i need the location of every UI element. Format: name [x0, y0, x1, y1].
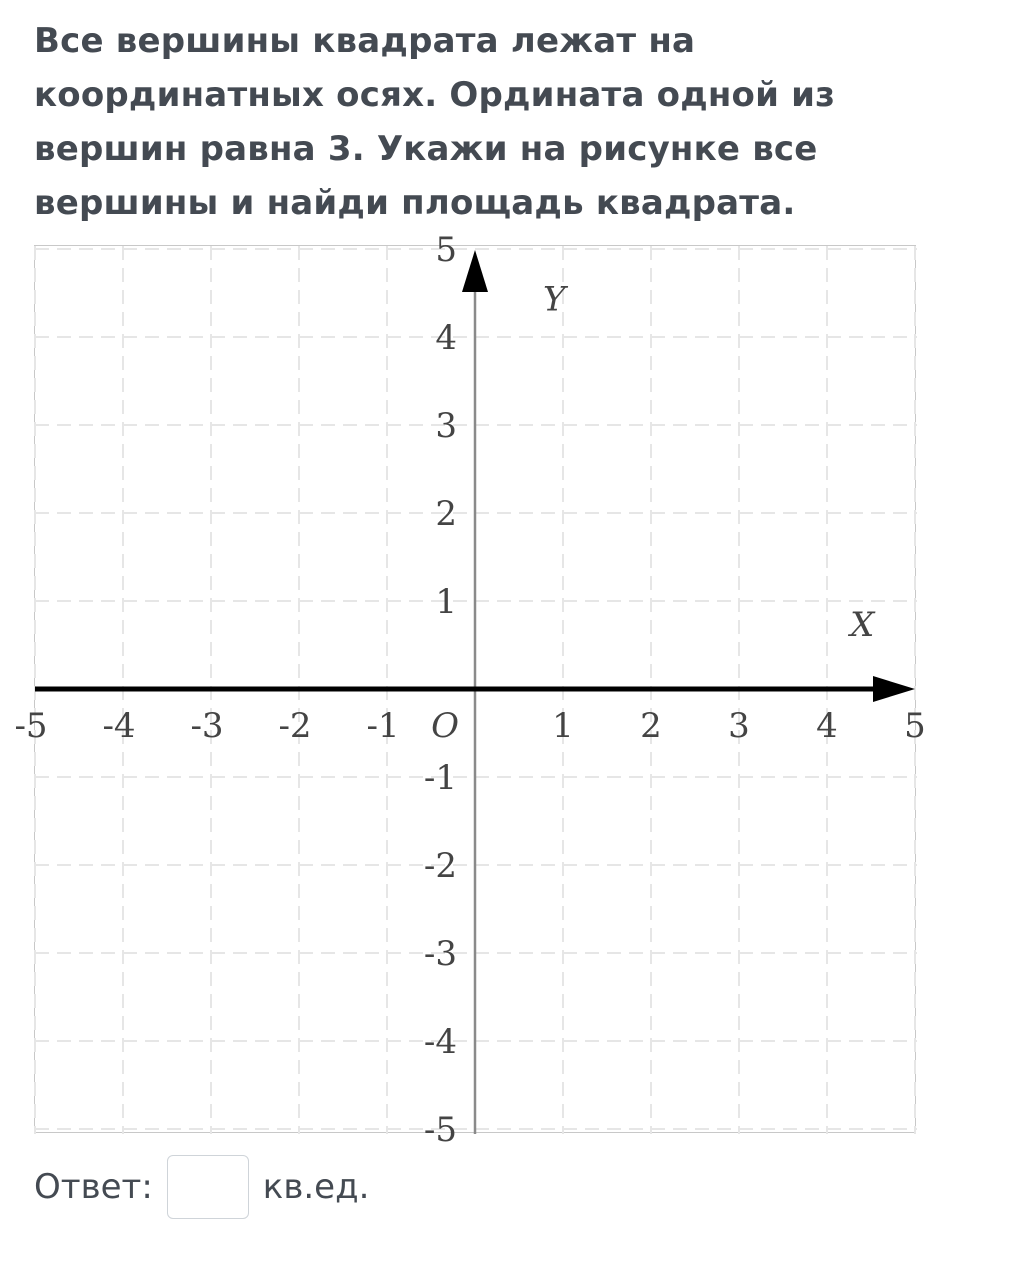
coordinate-plane-svg[interactable]: [14, 230, 926, 1150]
y-tick-label: 2: [435, 494, 457, 534]
answer-label: Ответ:: [34, 1167, 153, 1207]
x-tick-label: -1: [366, 706, 400, 746]
x-tick-label: -4: [102, 706, 136, 746]
y-tick-label: 3: [435, 406, 457, 446]
answer-row: [34, 1154, 369, 1220]
x-tick-label: -3: [190, 706, 224, 746]
y-tick-label: 1: [435, 582, 457, 622]
task-line: вершин равна 3. Укажи на рисунке все: [34, 129, 818, 169]
axes: [35, 250, 915, 1134]
y-tick-label: 5: [435, 230, 457, 270]
y-tick-label: 4: [435, 318, 457, 358]
x-tick-label: 4: [816, 706, 838, 746]
answer-input[interactable]: [167, 1155, 249, 1219]
y-tick-label: -1: [423, 758, 457, 798]
x-axis-name: X: [850, 605, 875, 646]
answer-unit: кв.ед.: [262, 1167, 370, 1207]
y-tick-label: -2: [423, 846, 457, 886]
y-tick-label: -3: [423, 934, 457, 974]
x-tick-label: 1: [552, 706, 574, 746]
x-tick-label: 3: [728, 706, 750, 746]
x-tick-label: -2: [278, 706, 312, 746]
task-statement: [34, 14, 934, 230]
y-tick-label: -4: [423, 1022, 457, 1062]
x-axis-arrow-icon: [873, 676, 915, 702]
y-axis-name: Y: [542, 279, 566, 320]
x-tick-label: 2: [640, 706, 662, 746]
x-tick-label: 5: [904, 706, 926, 746]
task-line: координатных осях. Ордината одной из: [34, 75, 836, 115]
task-line: вершины и найди площадь квадрата.: [34, 183, 796, 223]
origin-label: O: [431, 706, 459, 746]
y-axis-arrow-icon: [462, 250, 488, 292]
task-line: Все вершины квадрата лежат на: [34, 21, 696, 61]
x-tick-label: -5: [14, 706, 48, 746]
y-tick-label: -5: [423, 1110, 457, 1150]
coordinate-plane[interactable]: [14, 230, 926, 1150]
